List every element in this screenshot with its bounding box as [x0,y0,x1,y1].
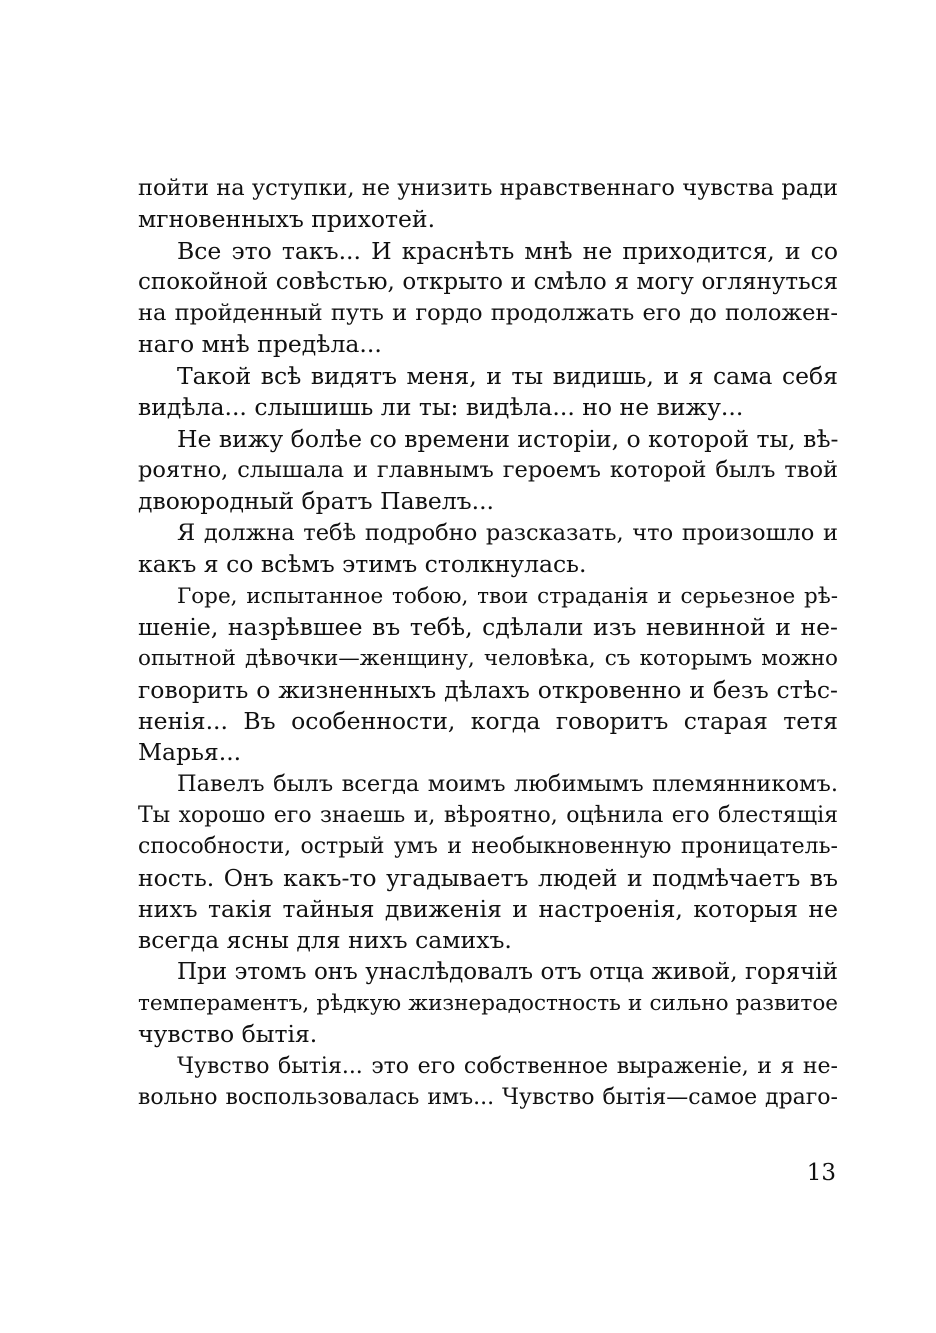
text-line: видѣла... слышишь ли ты: видѣла... но не вижу... [138,393,744,421]
text-line: ность. Онъ какъ-то угадываетъ людей и подмѣчаетъ въ [138,864,838,892]
text-line: наго мнѣ предѣла... [138,330,382,358]
text-line: Чувство бытія... это его собственное выраженіе, и я не- [177,1054,838,1079]
text-line: При этомъ онъ унаслѣдовалъ отъ отца живой, горячій [177,959,838,985]
text-line: Такой всѣ видятъ меня, и ты видишь, и я сама себя [177,362,838,390]
text-line: говорить о жизненныхъ дѣлахъ откровенно и безъ стѣс- [138,676,838,704]
text-line: вольно воспользовалась имъ... Чувство бытія—самое драго- [138,1085,838,1110]
text-line: опытной дѣвочки—женщину, человѣка, съ которымъ можно [138,646,838,671]
text-line: спокойной совѣстью, открыто и смѣло я могу оглянуться [138,269,838,295]
text-line: какъ я со всѣмъ этимъ столкнулась. [138,550,587,578]
text-line: Я должна тебѣ подробно разсказать, что произошло и [177,520,838,546]
text-line: роятно, слышала и главнымъ героемъ которой былъ твой [138,457,838,483]
text-line: Горе, испытанное тобою, твои страданія и серьезное рѣ- [177,584,838,609]
text-line: Ты хорошо его знаешь и, вѣроятно, оцѣнила его блестящія [138,803,838,828]
text-line: пойти на уступки, не унизить нравственнаго чувства ради [138,175,838,201]
text-line: Не вижу болѣе со времени исторіи, о которой ты, вѣ- [177,425,839,453]
text-line: ненія... Въ особенности, когда говоритъ старая тетя [138,707,838,735]
text-line: шеніе, назрѣвшее въ тебѣ, сдѣлали изъ невинной и не- [138,613,838,641]
text-line: способности, острый умъ и необыкновенную проницатель- [138,834,838,859]
text-line: мгновенныхъ прихотей. [138,205,436,233]
text-line: нихъ такія тайныя движенія и настроенія, которыя не [138,895,838,923]
text-line: Все это такъ... И краснѣть мнѣ не приходится, и со [177,237,838,265]
text-line: чувство бытія. [138,1020,318,1048]
text-line: темпераментъ, рѣдкую жизнерадостность и сильно развитое [138,991,838,1016]
text-line: двоюродный братъ Павелъ... [138,487,495,515]
text-line: на пройденный путь и гордо продолжать его до положен- [138,300,838,326]
text-line: Павелъ былъ всегда моимъ любимымъ племянникомъ. [177,771,838,797]
page-number: 13 [806,1160,836,1186]
text-line: Марья... [138,738,242,766]
text-line: всегда ясны для нихъ самихъ. [138,926,512,954]
